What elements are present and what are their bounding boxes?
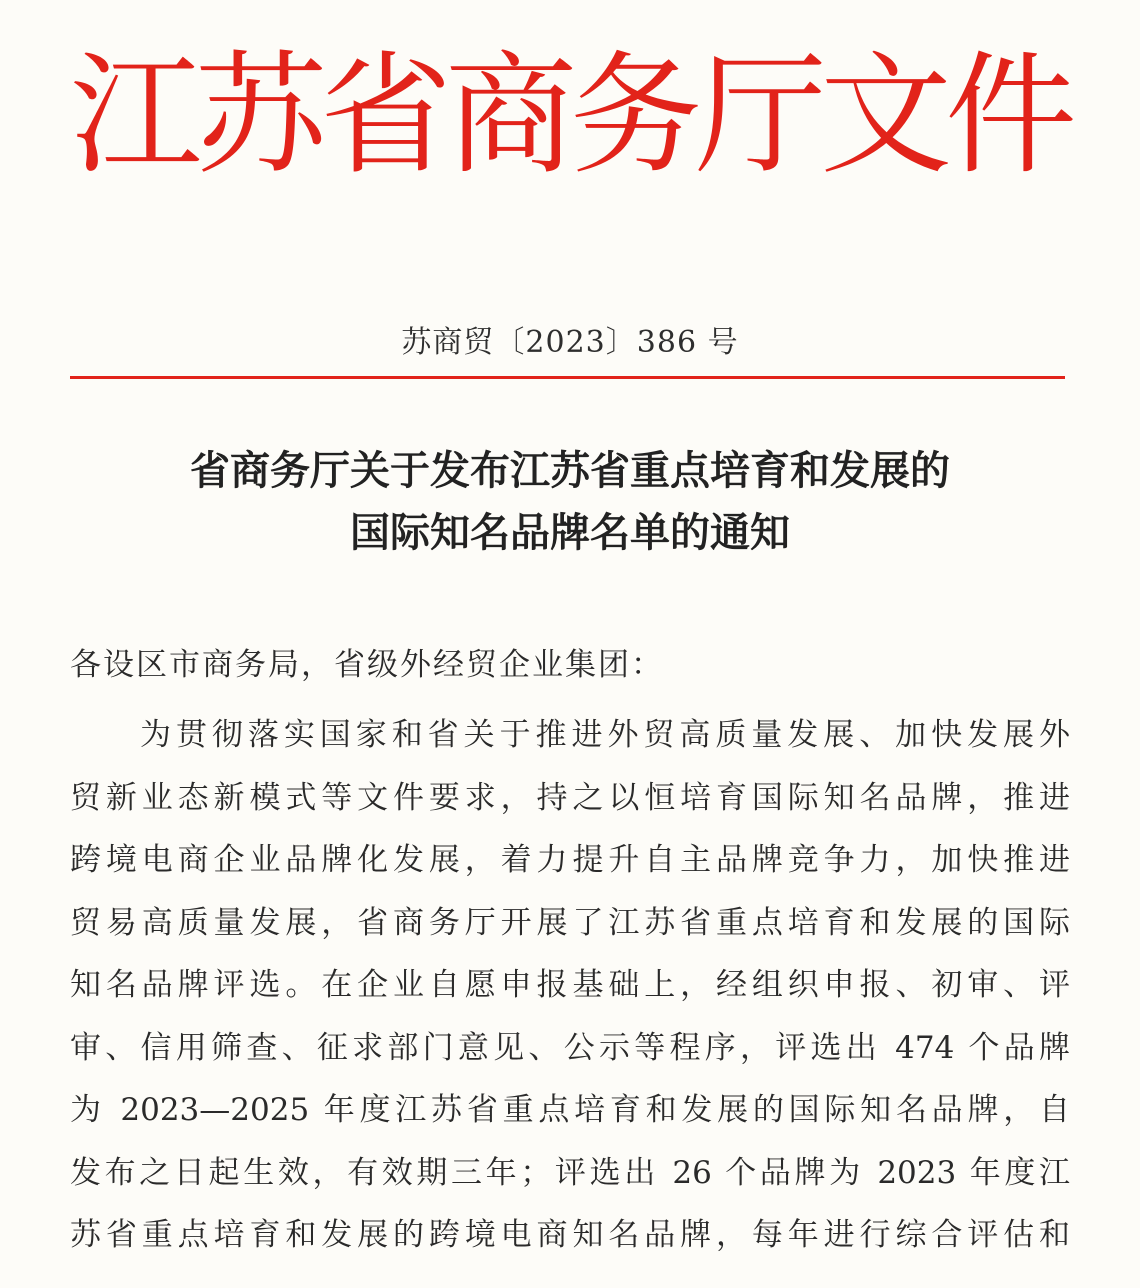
body-paragraph (70, 704, 1070, 1267)
masthead-char: 务 (570, 39, 702, 193)
masthead-char: 省 (320, 39, 452, 193)
body-line: 为 2023—2025 年度江苏省重点培育和发展的国际知名品牌，自 (70, 1092, 1070, 1128)
body-line: 为贯彻落实国家和省关于推进外贸高质量发展、加快发展外 (140, 717, 1070, 753)
body-line: 贸易高质量发展，省商务厅开展了江苏省重点培育和发展的国际 (70, 904, 1070, 941)
body-line: 发布之日起生效，有效期三年；评选出 26 个品牌为 2023 年度江 (70, 1154, 1070, 1191)
body-line: 贸新业态新模式等文件要求，持之以恒培育国际知名品牌，推进 (70, 779, 1070, 816)
body-line: 跨境电商企业品牌化发展，着力提升自主品牌竞争力，加快推进 (70, 842, 1070, 878)
masthead-char: 件 (945, 39, 1077, 193)
masthead-char: 商 (445, 39, 577, 193)
masthead-char: 江 (70, 39, 202, 193)
document-title (60, 440, 1080, 564)
masthead-title (70, 36, 1077, 196)
body-line: 知名品牌评选。在企业自愿申报基础上，经组织申报、初审、评 (70, 967, 1070, 1003)
body-line: 苏省重点培育和发展的跨境电商知名品牌，每年进行综合评估和 (70, 1217, 1070, 1253)
body-line: 审、信用筛查、征求部门意见、公示等程序，评选出 474 个品牌 (70, 1029, 1070, 1066)
document-number: 苏商贸〔2023〕386 号 (401, 325, 739, 360)
red-divider-line (70, 376, 1065, 379)
title-line-2: 国际知名品牌名单的通知 (350, 510, 790, 556)
title-line-1: 省商务厅关于发布江苏省重点培育和发展的 (190, 448, 950, 494)
salutation: 各设区市商务局，省级外经贸企业集团： (70, 647, 664, 683)
masthead-char: 厅 (695, 39, 827, 193)
masthead-char: 苏 (195, 39, 327, 193)
masthead-char: 文 (820, 39, 952, 193)
